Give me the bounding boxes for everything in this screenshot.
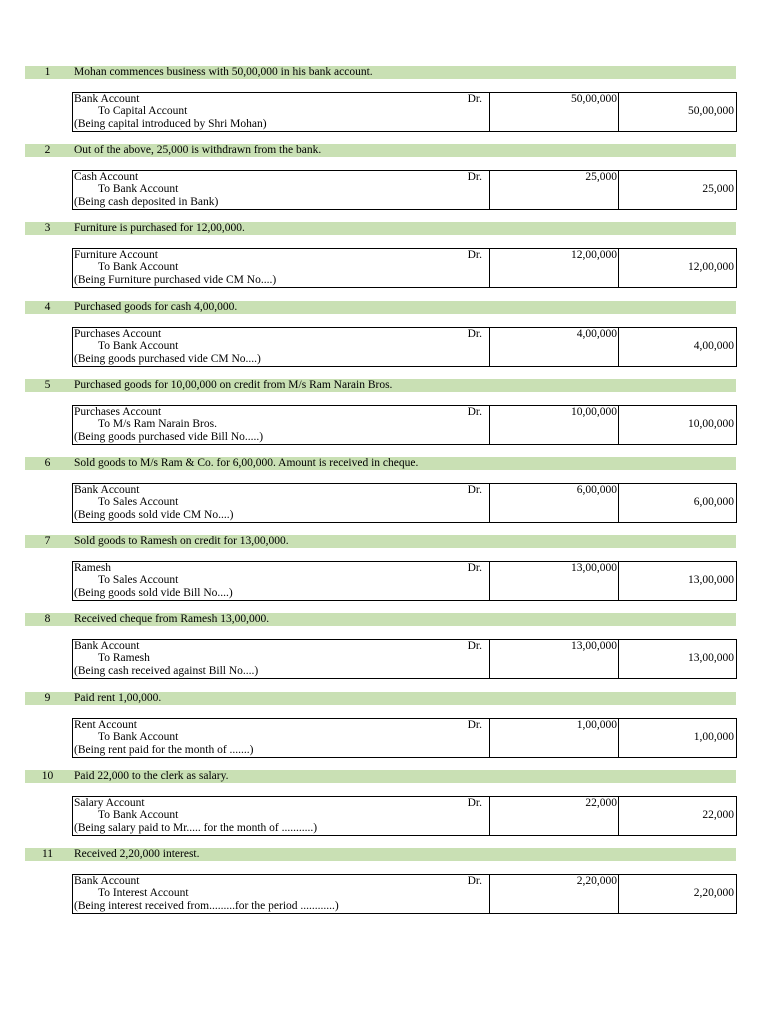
journal-table <box>72 327 737 367</box>
credit-account: To Interest Account <box>98 887 189 899</box>
particulars-cell <box>73 249 490 287</box>
debit-account: Ramesh <box>74 562 112 574</box>
particulars-cell <box>73 171 490 209</box>
debit-amount-cell <box>490 640 619 678</box>
transaction-description: Paid 22,000 to the clerk as salary. <box>74 770 229 782</box>
debit-account: Salary Account <box>74 797 145 809</box>
journal-entry <box>0 66 768 144</box>
narration: (Being cash received against Bill No....) <box>74 665 259 677</box>
credit-amount: 22,000 <box>702 809 734 821</box>
particulars-cell <box>73 562 490 600</box>
transaction-description: Mohan commences business with 50,00,000 in his bank account. <box>74 66 373 78</box>
transaction-header <box>25 457 736 470</box>
debit-account: Bank Account <box>74 875 140 887</box>
credit-amount: 4,00,000 <box>693 340 734 352</box>
dr-label: Dr. <box>467 484 482 496</box>
credit-amount: 1,00,000 <box>693 731 734 743</box>
transaction-header <box>25 301 736 314</box>
debit-amount: 13,00,000 <box>571 562 617 574</box>
particulars-cell <box>73 328 490 366</box>
narration: (Being goods purchased vide CM No....) <box>74 353 261 365</box>
narration: (Being goods sold vide Bill No....) <box>74 587 233 599</box>
credit-amount-cell <box>619 562 736 600</box>
credit-amount: 10,00,000 <box>688 418 734 430</box>
credit-account: To Bank Account <box>98 183 179 195</box>
credit-amount-cell <box>619 93 736 131</box>
particulars-cell <box>73 640 490 678</box>
dr-label: Dr. <box>467 249 482 261</box>
entry-number: 11 <box>41 848 54 860</box>
debit-amount-cell <box>490 406 619 444</box>
journal-table <box>72 561 737 601</box>
journal-table <box>72 718 737 758</box>
debit-amount-cell <box>490 249 619 287</box>
transaction-description: Paid rent 1,00,000. <box>74 692 162 704</box>
entry-number: 2 <box>44 144 51 156</box>
journal-entry <box>0 301 768 379</box>
credit-amount-cell <box>619 171 736 209</box>
entry-number: 8 <box>44 613 51 625</box>
credit-amount-cell <box>619 797 736 835</box>
transaction-description: Furniture is purchased for 12,00,000. <box>74 222 245 234</box>
transaction-description: Purchased goods for cash 4,00,000. <box>74 301 238 313</box>
narration: (Being Furniture purchased vide CM No....) <box>74 274 277 286</box>
entry-number: 9 <box>44 692 51 704</box>
journal-entry <box>0 222 768 300</box>
dr-label: Dr. <box>467 171 482 183</box>
debit-amount: 1,00,000 <box>576 719 617 731</box>
narration: (Being cash deposited in Bank) <box>74 196 219 208</box>
journal-entry <box>0 535 768 613</box>
entry-number: 5 <box>44 379 51 391</box>
dr-label: Dr. <box>467 640 482 652</box>
credit-account: To Bank Account <box>98 809 179 821</box>
narration: (Being salary paid to Mr..... for the month of ...........) <box>74 822 318 834</box>
dr-label: Dr. <box>467 875 482 887</box>
transaction-header <box>25 535 736 548</box>
debit-amount-cell <box>490 93 619 131</box>
debit-amount: 2,20,000 <box>576 875 617 887</box>
transaction-header <box>25 144 736 157</box>
transaction-description: Received cheque from Ramesh 13,00,000. <box>74 613 270 625</box>
entry-number: 3 <box>44 222 51 234</box>
debit-amount-cell <box>490 719 619 757</box>
journal-entry <box>0 848 768 926</box>
credit-account: To Sales Account <box>98 574 179 586</box>
credit-amount: 13,00,000 <box>688 574 734 586</box>
debit-amount-cell <box>490 562 619 600</box>
dr-label: Dr. <box>467 719 482 731</box>
entry-number: 4 <box>44 301 51 313</box>
journal-entry <box>0 379 768 457</box>
debit-amount: 50,00,000 <box>571 93 617 105</box>
journal-entry <box>0 770 768 848</box>
dr-label: Dr. <box>467 562 482 574</box>
journal-table <box>72 639 737 679</box>
debit-account: Bank Account <box>74 93 140 105</box>
particulars-cell <box>73 406 490 444</box>
transaction-description: Received 2,20,000 interest. <box>74 848 200 860</box>
entry-number: 7 <box>44 535 51 547</box>
entry-number: 6 <box>44 457 51 469</box>
transaction-header <box>25 222 736 235</box>
credit-amount: 13,00,000 <box>688 652 734 664</box>
debit-amount: 13,00,000 <box>571 640 617 652</box>
journal-entry <box>0 692 768 770</box>
particulars-cell <box>73 719 490 757</box>
journal-table <box>72 170 737 210</box>
debit-account: Purchases Account <box>74 406 162 418</box>
credit-amount-cell <box>619 875 736 913</box>
dr-label: Dr. <box>467 328 482 340</box>
dr-label: Dr. <box>467 93 482 105</box>
credit-amount-cell <box>619 406 736 444</box>
particulars-cell <box>73 484 490 522</box>
journal-table <box>72 796 737 836</box>
debit-amount: 12,00,000 <box>571 249 617 261</box>
narration: (Being goods sold vide CM No....) <box>74 509 234 521</box>
debit-amount-cell <box>490 797 619 835</box>
narration: (Being rent paid for the month of .......) <box>74 744 254 756</box>
debit-amount: 25,000 <box>585 171 617 183</box>
transaction-header <box>25 613 736 626</box>
debit-amount: 4,00,000 <box>576 328 617 340</box>
debit-amount: 22,000 <box>585 797 617 809</box>
credit-amount-cell <box>619 719 736 757</box>
credit-amount-cell <box>619 249 736 287</box>
transaction-header <box>25 848 736 861</box>
credit-amount: 2,20,000 <box>693 887 734 899</box>
credit-amount-cell <box>619 328 736 366</box>
journal-table <box>72 874 737 914</box>
debit-amount-cell <box>490 171 619 209</box>
debit-account: Cash Account <box>74 171 139 183</box>
journal-entry <box>0 613 768 691</box>
particulars-cell <box>73 797 490 835</box>
credit-amount: 6,00,000 <box>693 496 734 508</box>
journal-table <box>72 92 737 132</box>
credit-amount: 12,00,000 <box>688 261 734 273</box>
narration: (Being interest received from.........for the period ............) <box>74 900 339 912</box>
transaction-description: Sold goods to M/s Ram & Co. for 6,00,000. Amount is received in cheque. <box>74 457 419 469</box>
transaction-header <box>25 66 736 79</box>
narration: (Being capital introduced by Shri Mohan) <box>74 118 267 130</box>
debit-amount-cell <box>490 328 619 366</box>
credit-amount-cell <box>619 640 736 678</box>
journal-table <box>72 248 737 288</box>
credit-amount-cell <box>619 484 736 522</box>
dr-label: Dr. <box>467 797 482 809</box>
credit-account: To Bank Account <box>98 340 179 352</box>
particulars-cell <box>73 93 490 131</box>
debit-amount: 10,00,000 <box>571 406 617 418</box>
dr-label: Dr. <box>467 406 482 418</box>
transaction-description: Purchased goods for 10,00,000 on credit from M/s Ram Narain Bros. <box>74 379 393 391</box>
credit-account: To Capital Account <box>98 105 188 117</box>
credit-account: To Ramesh <box>98 652 150 664</box>
debit-account: Furniture Account <box>74 249 158 261</box>
debit-amount-cell <box>490 484 619 522</box>
debit-amount-cell <box>490 875 619 913</box>
credit-account: To Bank Account <box>98 731 179 743</box>
debit-account: Bank Account <box>74 484 140 496</box>
journal-entry <box>0 144 768 222</box>
credit-amount: 50,00,000 <box>688 105 734 117</box>
transaction-header <box>25 692 736 705</box>
debit-account: Bank Account <box>74 640 140 652</box>
particulars-cell <box>73 875 490 913</box>
narration: (Being goods purchased vide Bill No.....) <box>74 431 264 443</box>
transaction-header <box>25 770 736 783</box>
credit-account: To Bank Account <box>98 261 179 273</box>
transaction-description: Out of the above, 25,000 is withdrawn from the bank. <box>74 144 322 156</box>
debit-account: Purchases Account <box>74 328 162 340</box>
journal-entry <box>0 457 768 535</box>
journal-table <box>72 483 737 523</box>
transaction-description: Sold goods to Ramesh on credit for 13,00,000. <box>74 535 289 547</box>
debit-amount: 6,00,000 <box>576 484 617 496</box>
credit-account: To Sales Account <box>98 496 179 508</box>
debit-account: Rent Account <box>74 719 137 731</box>
entry-number: 10 <box>41 770 54 782</box>
credit-account: To M/s Ram Narain Bros. <box>98 418 217 430</box>
journal-table <box>72 405 737 445</box>
entry-number: 1 <box>44 66 51 78</box>
transaction-header <box>25 379 736 392</box>
credit-amount: 25,000 <box>702 183 734 195</box>
